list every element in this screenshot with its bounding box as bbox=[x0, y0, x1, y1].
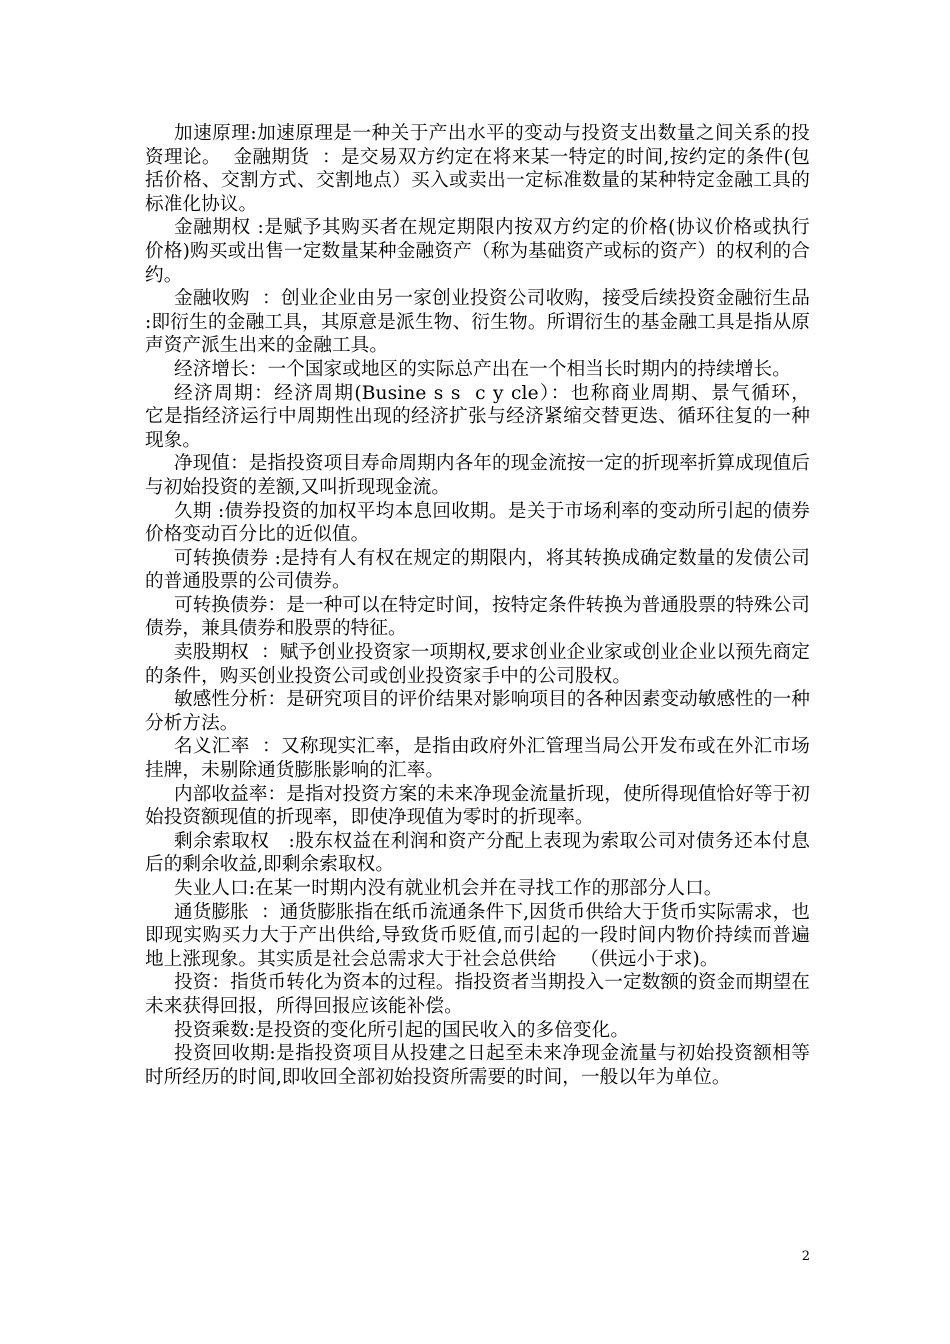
paragraph-payback-period: 投资回收期:是指投资项目从投建之日起至未来净现金流量与初始投资额相等时所经历的时间,即收回全部初始投资所需要的时间，一般以年为单位。 bbox=[145, 1043, 810, 1088]
paragraph-economic-growth: 经济增长：一个国家或地区的实际总产出在一个相当长时期内的持续增长。 bbox=[174, 358, 791, 380]
paragraph-sensitivity-analysis: 敏感性分析：是研究项目的评价结果对影响项目的各种因素变动敏感性的一种分析方法。 bbox=[145, 689, 810, 734]
paragraph-inflation: 通货膨胀 ：通货膨胀指在纸币流通条件下,因货币供给大于货币实际需求，也即现实购买力大于产出供给,导致货币贬值,而引起的一段时间内物价持续而普遍地上涨现象。其实质是社会总需求大于社会总供给 （供远小于求)。 bbox=[145, 901, 810, 970]
document-body bbox=[145, 122, 835, 1089]
paragraph-acceleration-principle: 加速原理:加速原理是一种关于产出水平的变动与投资支出数量之间关系的投资理论。 金融期货 ：是交易双方约定在将来某一特定的时间,按约定的条件(包括价格、交割方式、交割地点）买入或卖出一定标准数量的某种特定金融工具的标准化协议。 bbox=[145, 123, 810, 215]
paragraph-unemployed-population: 失业人口:在某一时期内没有就业机会并在寻找工作的那部分人口。 bbox=[174, 878, 723, 899]
paragraph-put-option: 卖股期权 ：赋予创业投资家一项期权,要求创业企业家或创业企业以预先商定的条件，购买创业投资公司或创业投资家手中的公司股权。 bbox=[145, 642, 810, 687]
paragraph-convertible-bond-2: 可转换债券：是一种可以在特定时间，按特定条件转换为普通股票的特殊公司债券，兼具债券和股票的特征。 bbox=[145, 594, 810, 640]
paragraph-internal-rate-of-return: 内部收益率：是指对投资方案的未来净现金流量折现，使所得现值恰好等于初始投资额现值的折现率，即使净现值为零时的折现率。 bbox=[145, 783, 810, 829]
paragraph-financial-options: 金融期权 :是赋予其购买者在规定期限内按双方约定的价格(协议价格或执行价格)购买或出售一定数量某种金融资产（称为基础资产或标的资产）的权利的合约。 bbox=[145, 217, 810, 286]
paragraph-nominal-exchange-rate: 名义汇率 ：又称现实汇率，是指由政府外汇管理当局公开发布或在外汇市场挂牌，未剔除通货膨胀影响的汇率。 bbox=[145, 736, 810, 782]
paragraph-business-cycle: 经济周期：经济周期(Busine s s c y cle）：也称商业周期、景气循环， 它是指经济运行中周期性出现的经济扩张与经济紧缩交替更迭、循环往复的一种现象。 bbox=[145, 382, 835, 451]
paragraph-investment: 投资：指货币转化为资本的过程。指投资者当期投入一定数额的资金而期望在未来获得回报，所得回报应该能补偿。 bbox=[145, 972, 810, 1017]
paragraph-duration: 久期 :债券投资的加权平均本息回收期。是关于市场利率的变动所引起的债券价格变动百分比的近似值。 bbox=[145, 500, 810, 546]
paragraph-net-present-value: 净现值：是指投资项目寿命周期内各年的现金流按一定的折现率折算成现值后与初始投资的差额,又叫折现现金流。 bbox=[145, 453, 810, 498]
page-number: 2 bbox=[801, 1249, 810, 1264]
paragraph-convertible-bond-1: 可转换债券 :是持有人有权在规定的期限内，将其转换成确定数量的发债公司的普通股票的公司债券。 bbox=[145, 547, 810, 593]
paragraph-residual-claim: 剩余索取权 :股东权益在利润和资产分配上表现为索取公司对债务还本付息后的剩余收益,即剩余索取权。 bbox=[145, 830, 810, 876]
paragraph-financial-acquisition: 金融收购 ：创业企业由另一家创业投资公司收购，接受后续投资金融衍生品 :即衍生的金融工具，其原意是派生物、衍生物。所谓衍生的基金融工具是指从原声资产派生出来的金融工具。 bbox=[145, 288, 829, 357]
paragraph-investment-multiplier: 投资乘数:是投资的变化所引起的国民收入的多倍变化。 bbox=[174, 1019, 630, 1041]
